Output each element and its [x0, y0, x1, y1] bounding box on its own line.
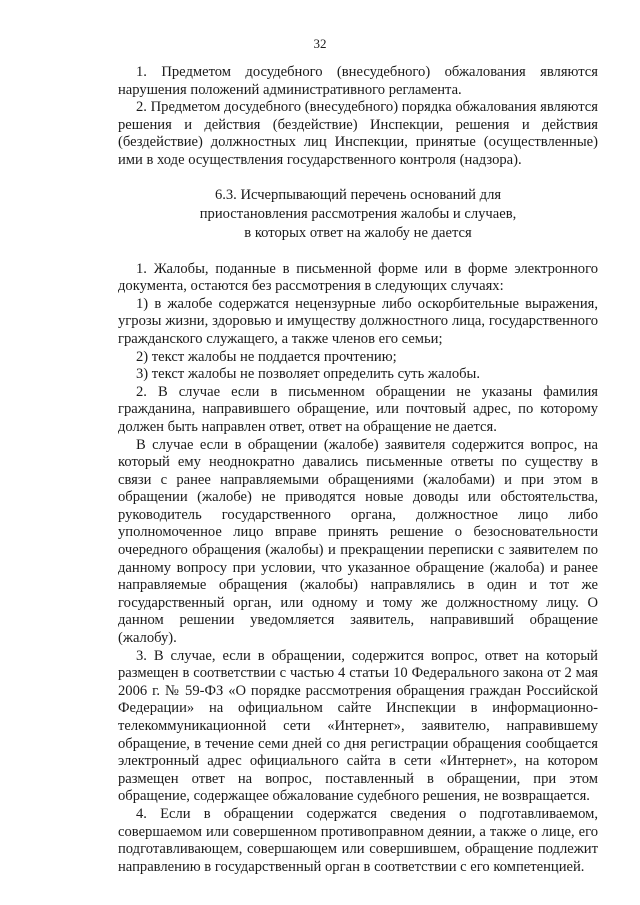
- heading-line-1: 6.3. Исчерпывающий перечень оснований для: [214, 186, 502, 203]
- paragraph-item-4: 4. Если в обращении содержатся сведения о подготавливаемом, совершаемом или совершенном противоправном деянии, а также о лице, его подготавливающем, совершающем или совершившем, обращение подлежит направлению в государственный орган в соответствии с его компетенцией.: [118, 805, 598, 875]
- paragraph-subitem-1: 1) в жалобе содержатся нецензурные либо оскорбительные выражения, угрозы жизни, здоровью и имуществу должностного лица, государственного гражданского служащего, а также членов его семьи;: [118, 295, 598, 347]
- document-body: [118, 64, 598, 876]
- paragraph-item-3: 3. В случае, если в обращении, содержится вопрос, ответ на который размещен в соответствии с частью 4 статьи 10 Федерального закона от 2 мая 2006 г. № 59-ФЗ «О порядке рассмотрения обращения граждан Российской Федерации» на официальном сайте Инспекции в информационно-телекоммуникационной сети «Интернет», заявителю, направившему обращение, в течение семи дней со дня регистрации обращения сообщается электронный адрес официального сайта в сети «Интернет», на котором размещен ответ на вопрос, поставленный в обращении, при этом обращение, содержащее обжалование судебного решения, не возвращается.: [118, 647, 598, 805]
- page-number: 32: [313, 36, 327, 51]
- paragraph-subitem-3: 3) текст жалобы не позволяет определить суть жалобы.: [136, 366, 481, 383]
- section-heading: [118, 186, 598, 243]
- paragraph-subitem-2: 2) текст жалобы не поддается прочтению;: [136, 348, 397, 365]
- paragraph-subject-violations: 1. Предметом досудебного (внесудебного) обжалования являются нарушения положений административного регламента.: [118, 64, 598, 98]
- paragraph-item-2: 2. В случае если в письменном обращении не указаны фамилия гражданина, направившего обращение, или почтовый адрес, по которому должен быть направлен ответ, ответ на обращение не дается.: [118, 383, 598, 435]
- paragraph-item-1: 1. Жалобы, поданные в письменной форме или в форме электронного документа, остаются без рассмотрения в следующих случаях:: [118, 260, 598, 295]
- paragraph-subject-decisions: 2. Предметом досудебного (внесудебного) порядка обжалования являются решения и действия (бездействие) Инспекции, решения и действия (бездействие) должностных лиц Инспекции, принятые (осуществленные) ими в ходе осуществления государственного контроля (надзора).: [118, 99, 598, 168]
- heading-line-2: приостановления рассмотрения жалобы и случаев,: [199, 205, 517, 222]
- heading-line-3: в которых ответ на жалобу не дается: [244, 224, 472, 241]
- paragraph-repeated-appeal: В случае если в обращении (жалобе) заявителя содержится вопрос, на который ему неоднократно давались письменные ответы по существу в связи с ранее направляемыми обращениями (жалобами) и при этом в обращении (жалобе) не приводятся новые доводы или обстоятельства, руководитель государственного органа, должностное лицо либо уполномоченное лицо вправе принять решение о безосновательности очередного обращения (жалобы) и прекращении переписки с заявителем по данному вопросу при условии, что указанное обращение (жалоба) и ранее направляемые обращения (жалобы) направлялись в один и тот же государственный орган, или одному и тому же должностному лицу. О данном решении уведомляется заявитель, направивший обращение (жалобу).: [118, 436, 598, 647]
